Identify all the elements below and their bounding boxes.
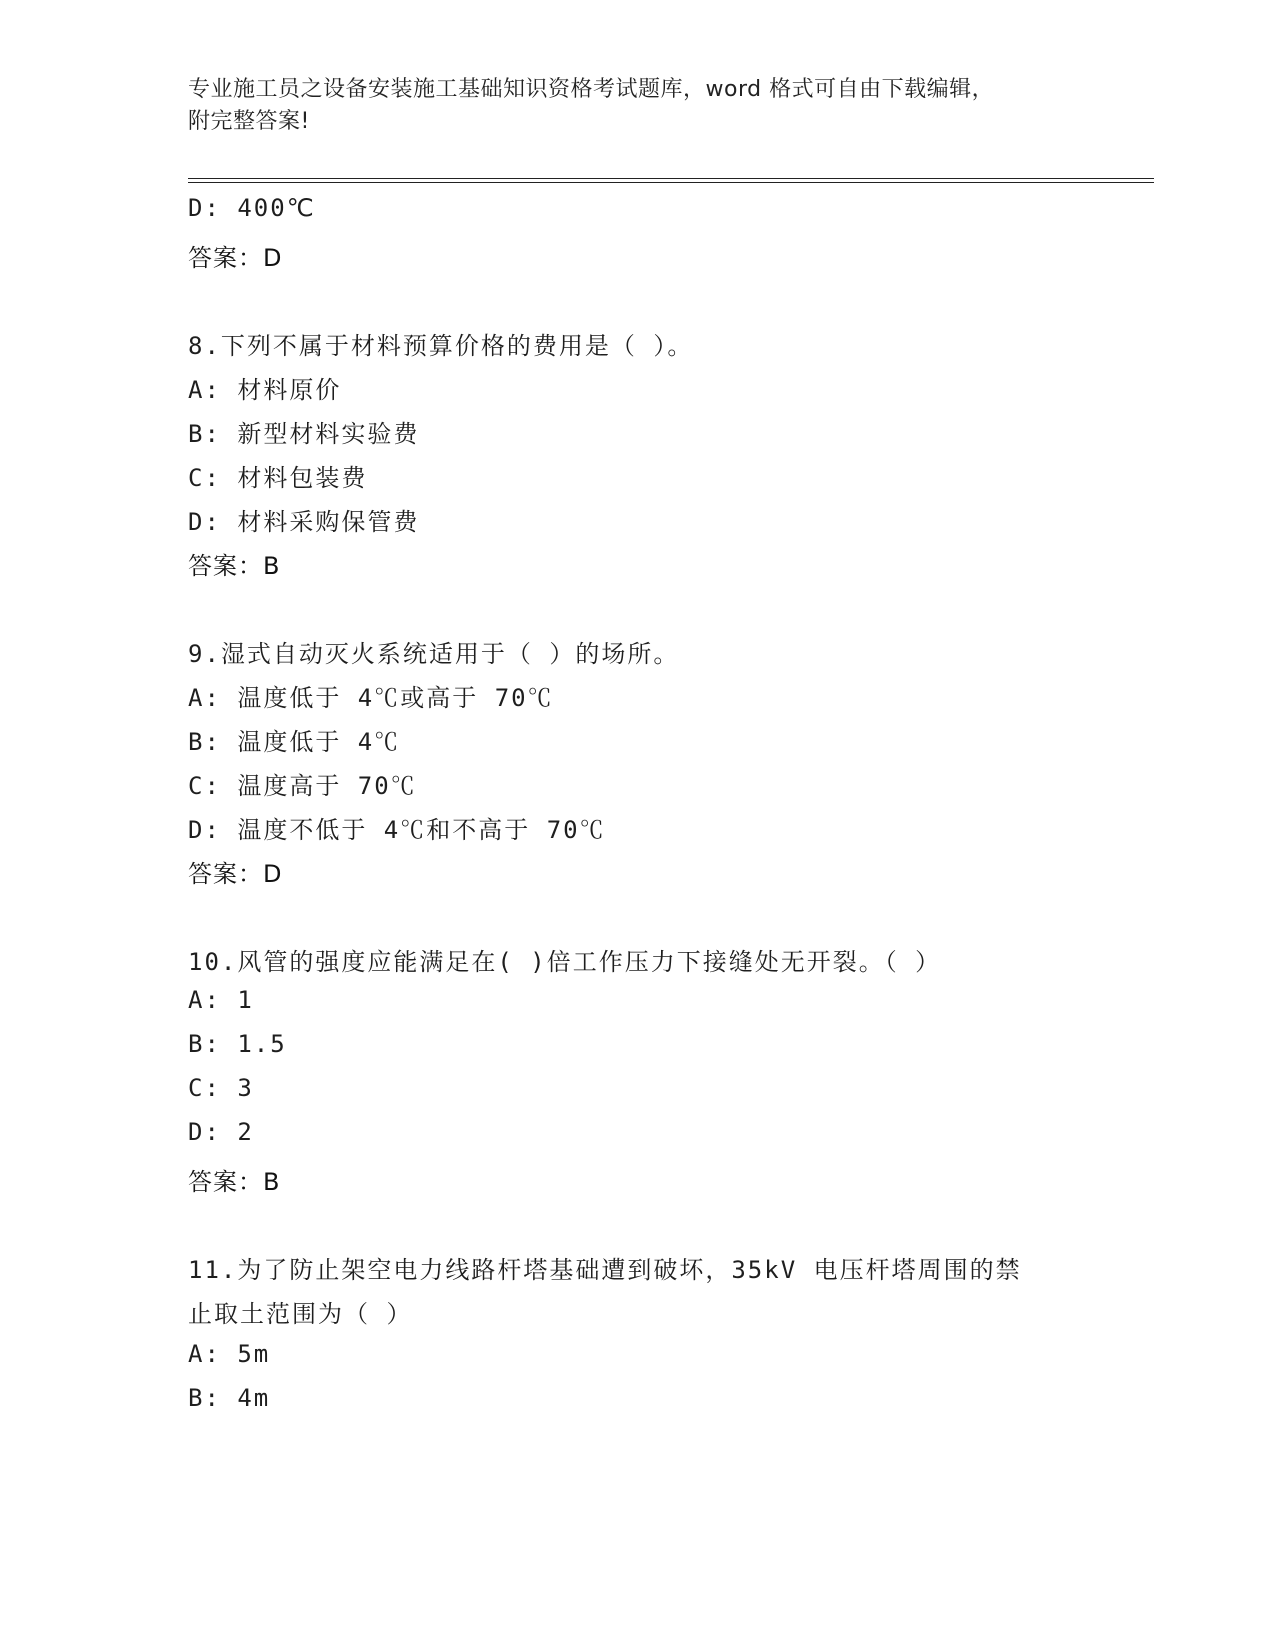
- prev-option-d: D: 400℃: [188, 194, 316, 222]
- header-divider-bottom: [188, 182, 1154, 183]
- q9-option-b: B: 温度低于 4℃: [188, 728, 401, 756]
- q10-answer: 答案：B: [188, 1168, 281, 1196]
- q9-option-a: A: 温度低于 4℃或高于 70℃: [188, 684, 554, 712]
- q8-option-b: B: 新型材料实验费: [188, 420, 420, 448]
- header-divider-top: [188, 178, 1154, 179]
- header-title-line-1: 专业施工员之设备安装施工基础知识资格考试题库，word 格式可自由下载编辑，: [188, 77, 995, 102]
- q9-option-c: C: 温度高于 70℃: [188, 772, 417, 800]
- q8-answer: 答案：B: [188, 552, 281, 580]
- q10-option-b: B: 1.5: [188, 1030, 287, 1058]
- q9-option-d: D: 温度不低于 4℃和不高于 70℃: [188, 816, 606, 844]
- q8-option-a: A: 材料原价: [188, 376, 342, 404]
- q10-question: 10.风管的强度应能满足在( )倍工作压力下接缝处无开裂。（ ）: [188, 948, 942, 976]
- q11-question-line-1: 11.为了防止架空电力线路杆塔基础遭到破坏，35kV 电压杆塔周围的禁: [188, 1256, 1022, 1284]
- q11-option-a: A: 5m: [188, 1340, 271, 1368]
- prev-answer: 答案：D: [188, 244, 283, 272]
- q10-option-c: C: 3: [188, 1074, 254, 1102]
- q8-option-d: D: 材料采购保管费: [188, 508, 420, 536]
- q9-question: 9.湿式自动灭火系统适用于（ ）的场所。: [188, 640, 680, 668]
- q11-option-b: B: 4m: [188, 1384, 271, 1412]
- q8-option-c: C: 材料包装费: [188, 464, 368, 492]
- q11-question-line-2: 止取土范围为（ ）: [188, 1300, 413, 1328]
- q10-option-d: D: 2: [188, 1118, 254, 1146]
- q10-option-a: A: 1: [188, 986, 254, 1014]
- document-header: [188, 74, 1088, 138]
- q9-answer: 答案：D: [188, 860, 283, 888]
- q8-question: 8.下列不属于材料预算价格的费用是（ ）。: [188, 332, 694, 360]
- header-title-line-2: 附完整答案!: [188, 109, 310, 134]
